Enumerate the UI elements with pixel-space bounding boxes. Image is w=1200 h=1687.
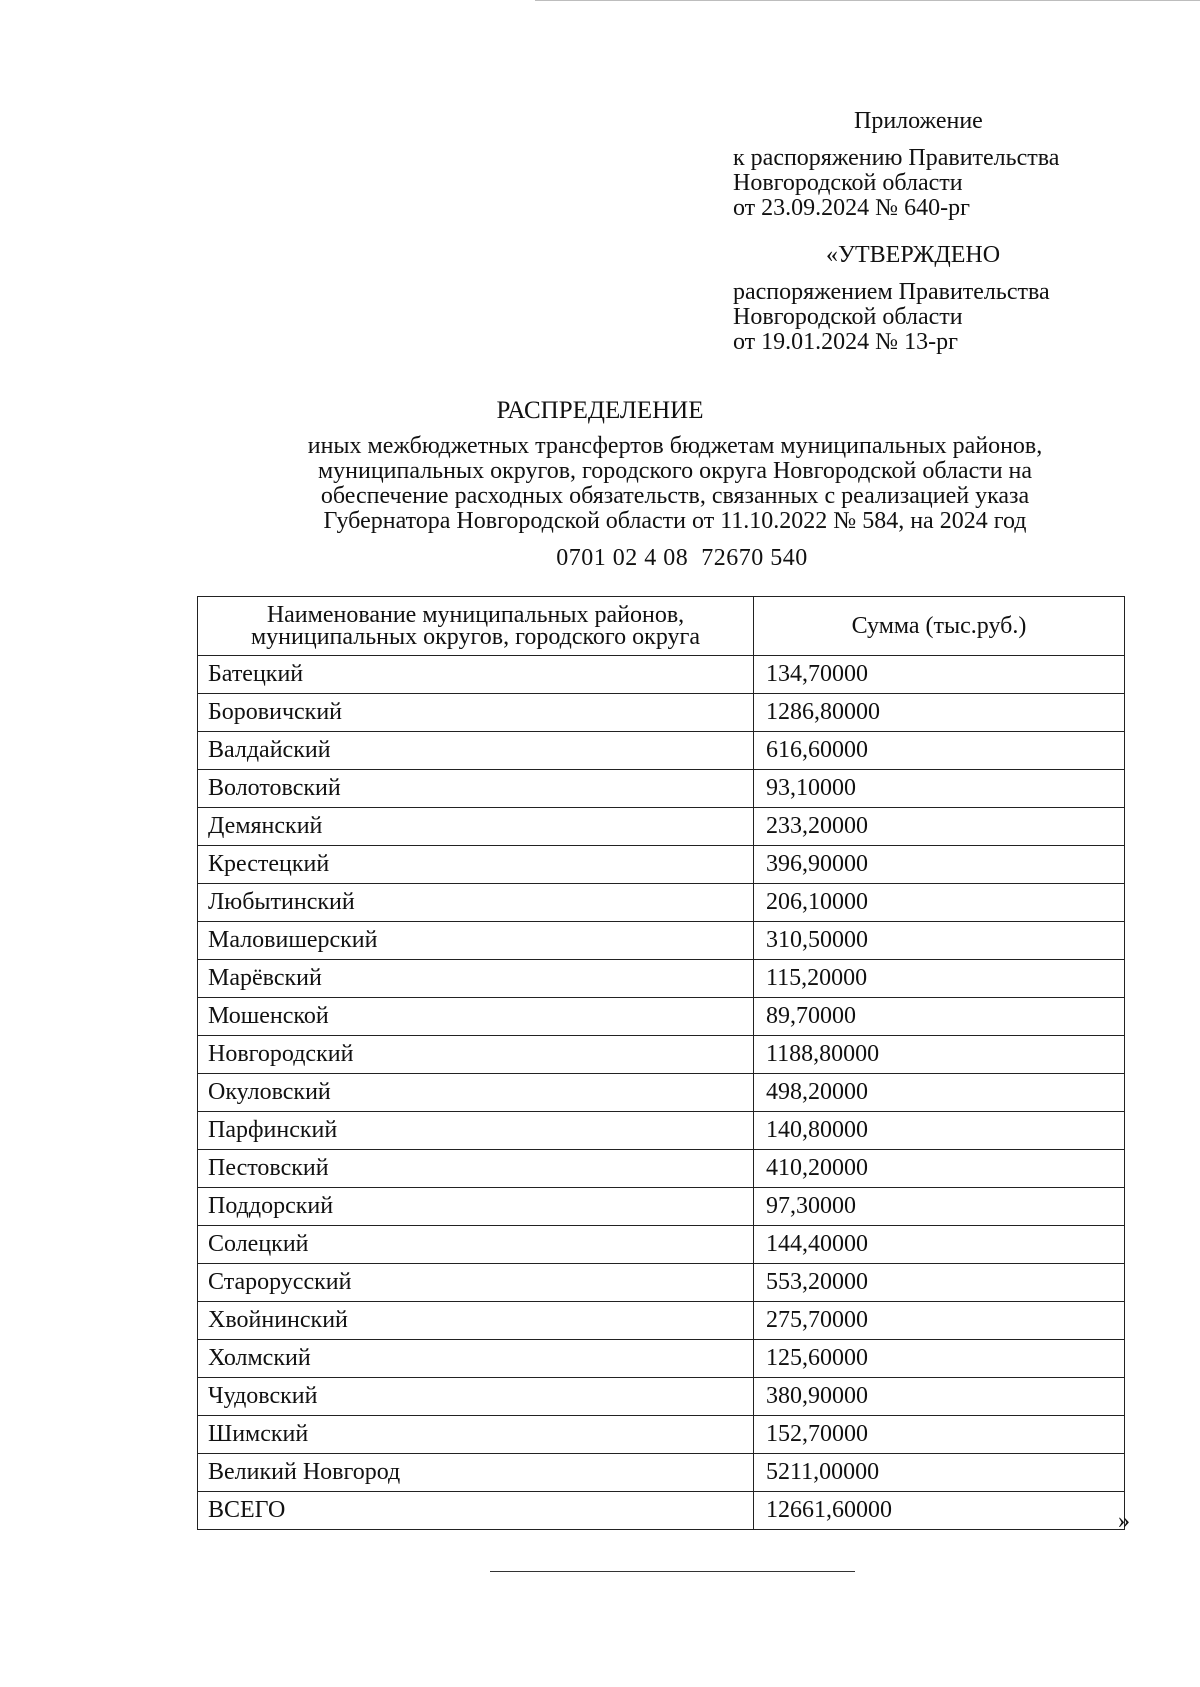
- district-name-cell: Холмский: [198, 1340, 754, 1378]
- table-row: [198, 922, 1125, 960]
- district-name-cell: Пестовский: [198, 1150, 754, 1188]
- table-row: [198, 1340, 1125, 1378]
- subtitle-line: муниципальных округов, городского округа Новгородской области на: [317, 458, 1033, 484]
- district-sum-cell: 5211,00000: [754, 1454, 1125, 1492]
- approved-reference: [733, 280, 1050, 355]
- annex-line: к распоряжению Правительства: [733, 145, 1060, 171]
- district-name-cell: Великий Новгород: [198, 1454, 754, 1492]
- subtitle-line: иных межбюджетных трансфертов бюджетам муниципальных районов,: [307, 433, 1043, 459]
- approved-line: Новгородской области: [733, 304, 963, 330]
- district-sum-cell: 310,50000: [754, 922, 1125, 960]
- district-sum-cell: 206,10000: [754, 884, 1125, 922]
- distribution-table: [197, 596, 1125, 1530]
- table-row: [198, 1454, 1125, 1492]
- document-title: РАСПРЕДЕЛЕНИЕ: [496, 397, 704, 424]
- district-name-cell: Любытинский: [198, 884, 754, 922]
- table-row: [198, 1036, 1125, 1074]
- total-row: [198, 1492, 1125, 1530]
- district-name-cell: Мошенской: [198, 998, 754, 1036]
- document-subtitle: [225, 434, 1125, 534]
- table-row: [198, 1112, 1125, 1150]
- district-sum-cell: 233,20000: [754, 808, 1125, 846]
- table-row: [198, 1226, 1125, 1264]
- approved-line: распоряжением Правительства: [733, 279, 1050, 305]
- district-sum-cell: 275,70000: [754, 1302, 1125, 1340]
- header-name-cell: [198, 597, 754, 656]
- district-sum-cell: 89,70000: [754, 998, 1125, 1036]
- table-row: [198, 808, 1125, 846]
- district-sum-cell: 115,20000: [754, 960, 1125, 998]
- district-name-cell: Окуловский: [198, 1074, 754, 1112]
- annex-line: Новгородской области: [733, 170, 963, 196]
- approved-line: от 19.01.2024 № 13-рг: [733, 329, 958, 355]
- table-row: [198, 694, 1125, 732]
- subtitle-line: Губернатора Новгородской области от 11.10.2022 № 584, на 2024 год: [323, 508, 1027, 534]
- table-row: [198, 884, 1125, 922]
- district-name-cell: Демянский: [198, 808, 754, 846]
- district-sum-cell: 144,40000: [754, 1226, 1125, 1264]
- district-name-cell: Солецкий: [198, 1226, 754, 1264]
- table-row: [198, 846, 1125, 884]
- header-name-line: муниципальных округов, городского округа: [250, 624, 701, 650]
- table-row: [198, 1302, 1125, 1340]
- total-label-cell: ВСЕГО: [198, 1492, 754, 1530]
- table-row: [198, 960, 1125, 998]
- scan-edge-line: [535, 0, 1200, 1]
- table-row: [198, 770, 1125, 808]
- table-row: [198, 732, 1125, 770]
- district-sum-cell: 380,90000: [754, 1378, 1125, 1416]
- district-name-cell: Парфинский: [198, 1112, 754, 1150]
- annex-reference: [733, 146, 1059, 221]
- table-header-row: [198, 597, 1125, 656]
- table-row: [198, 998, 1125, 1036]
- approved-title: «УТВЕРЖДЕНО: [826, 242, 1001, 268]
- table-row: [198, 1150, 1125, 1188]
- district-name-cell: Марёвский: [198, 960, 754, 998]
- table-row: [198, 1416, 1125, 1454]
- district-sum-cell: 498,20000: [754, 1074, 1125, 1112]
- district-sum-cell: 616,60000: [754, 732, 1125, 770]
- district-sum-cell: 97,30000: [754, 1188, 1125, 1226]
- closing-quote: »: [1118, 1508, 1130, 1534]
- district-name-cell: Чудовский: [198, 1378, 754, 1416]
- table-row: [198, 1264, 1125, 1302]
- district-name-cell: Старорусский: [198, 1264, 754, 1302]
- district-name-cell: Новгородский: [198, 1036, 754, 1074]
- header-sum-cell: Сумма (тыс.руб.): [754, 597, 1125, 656]
- district-name-cell: Маловишерский: [198, 922, 754, 960]
- district-sum-cell: 140,80000: [754, 1112, 1125, 1150]
- district-sum-cell: 1286,80000: [754, 694, 1125, 732]
- header-name-line: Наименование муниципальных районов,: [266, 602, 685, 628]
- table-body: [198, 656, 1125, 1530]
- district-sum-cell: 410,20000: [754, 1150, 1125, 1188]
- district-name-cell: Боровичский: [198, 694, 754, 732]
- annex-line: от 23.09.2024 № 640-рг: [733, 195, 970, 221]
- district-sum-cell: 93,10000: [754, 770, 1125, 808]
- subtitle-line: обеспечение расходных обязательств, связанных с реализацией указа: [320, 483, 1030, 509]
- district-name-cell: Крестецкий: [198, 846, 754, 884]
- table-row: [198, 1378, 1125, 1416]
- table-row: [198, 656, 1125, 694]
- budget-code: 0701 02 4 08 72670 540: [556, 545, 808, 571]
- district-name-cell: Валдайский: [198, 732, 754, 770]
- annex-title: Приложение: [854, 108, 983, 134]
- district-sum-cell: 152,70000: [754, 1416, 1125, 1454]
- footer-rule: [490, 1571, 855, 1572]
- district-name-cell: Батецкий: [198, 656, 754, 694]
- district-sum-cell: 553,20000: [754, 1264, 1125, 1302]
- total-sum-cell: 12661,60000: [754, 1492, 1125, 1530]
- district-name-cell: Поддорский: [198, 1188, 754, 1226]
- district-sum-cell: 134,70000: [754, 656, 1125, 694]
- table-row: [198, 1188, 1125, 1226]
- district-sum-cell: 1188,80000: [754, 1036, 1125, 1074]
- district-sum-cell: 125,60000: [754, 1340, 1125, 1378]
- district-name-cell: Хвойнинский: [198, 1302, 754, 1340]
- district-name-cell: Шимский: [198, 1416, 754, 1454]
- district-sum-cell: 396,90000: [754, 846, 1125, 884]
- district-name-cell: Волотовский: [198, 770, 754, 808]
- table-row: [198, 1074, 1125, 1112]
